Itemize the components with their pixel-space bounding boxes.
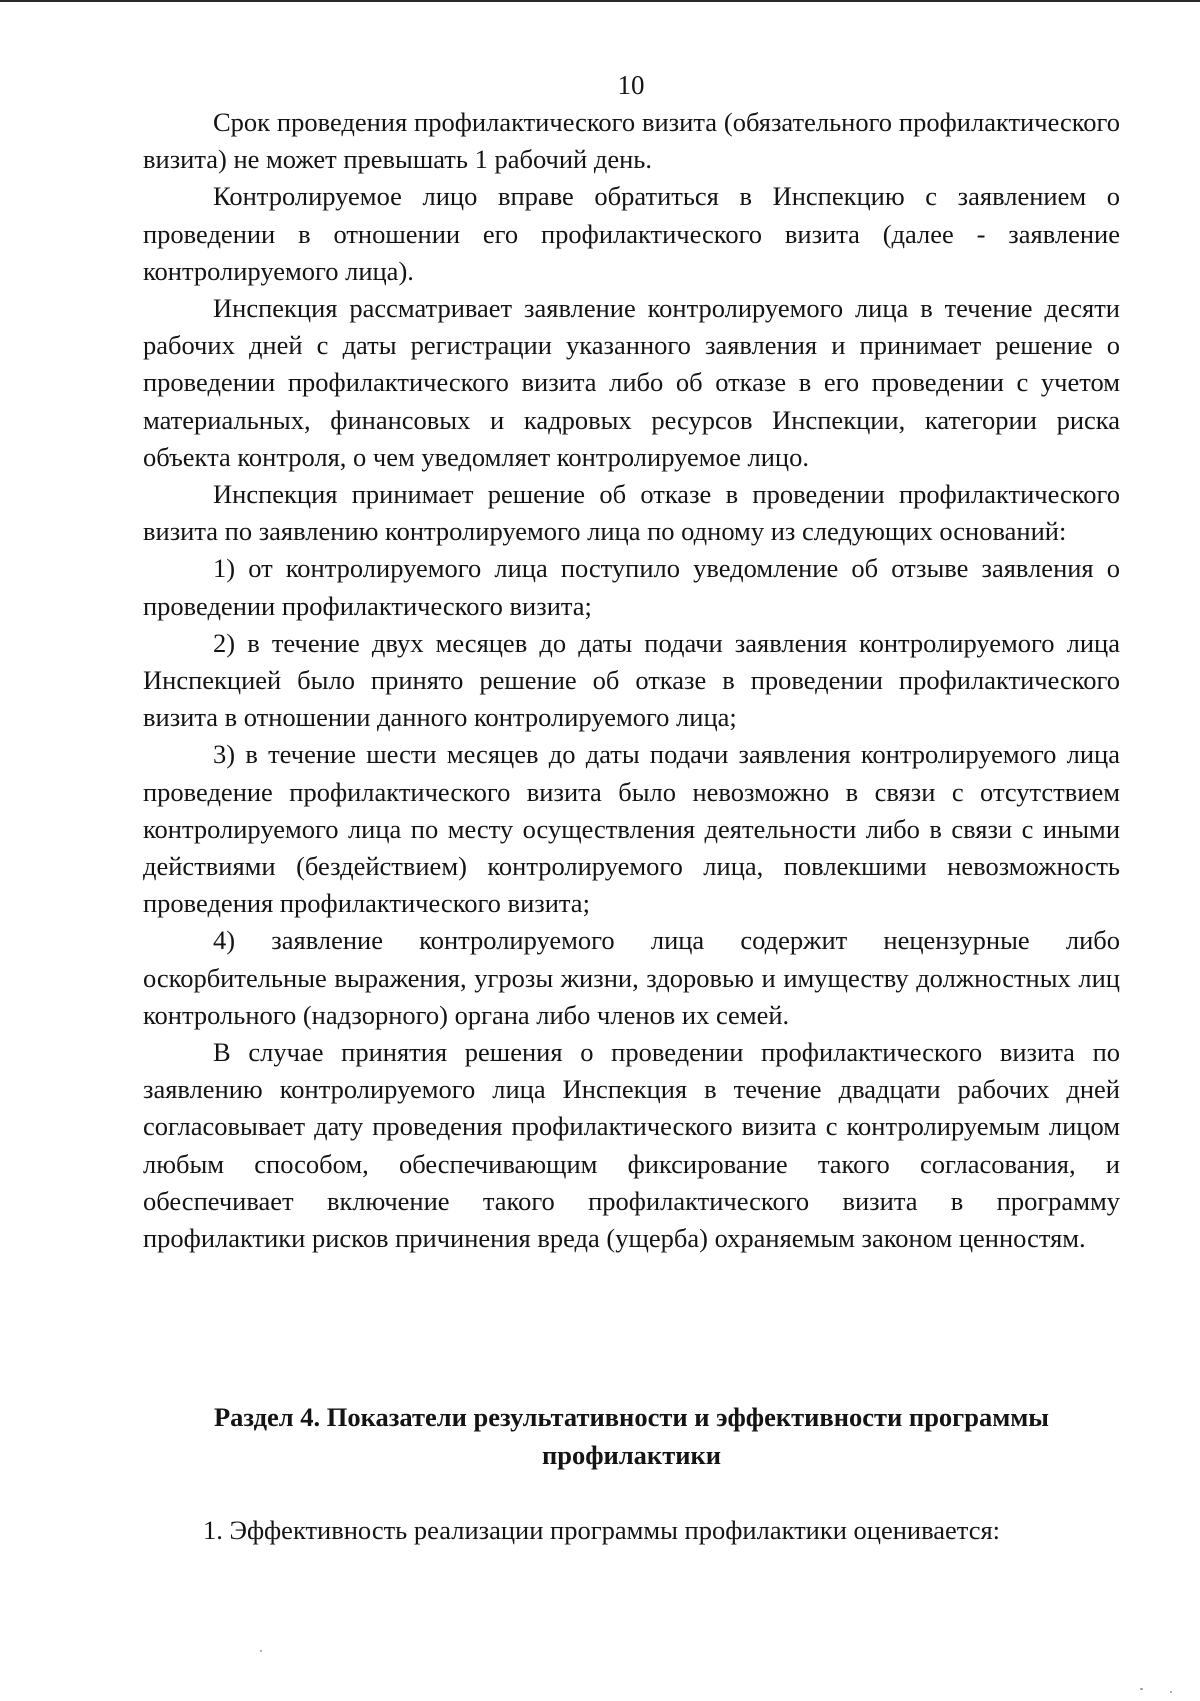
page-number: 10 [617,70,645,100]
paragraph-request-review: Инспекция рассматривает заявление контролируемого лица в течение десяти рабочих дней с даты регистрации указанного заявления и принимает решение о проведении профилактического визита либо об отказе в его проведении с учетом материальных, финансовых и кадровых ресурсов Инспекции, категории риска объекта контроля, о чем уведомляет контролируемое лицо. [143,293,1120,472]
list-item-effectiveness: 1. Эффективность реализации программы профилактики оценивается: [203,1515,1001,1545]
paragraph-visit-duration: Срок проведения профилактического визита (обязательного профилактического визита) не может превышать 1 рабочий день. [143,107,1120,175]
scan-top-edge [0,0,1200,2]
list-item-ground-2: 2) в течение двух месяцев до даты подачи заявления контролируемого лица Инспекцией было принято решение об отказе в проведении профилактического визита в отношении данного контролируемого лица; [143,627,1120,733]
section-heading-line-1: Раздел 4. Показатели результативности и эффективности программы [214,1402,1049,1432]
scan-speck [1170,1691,1172,1693]
section-heading [143,1398,1120,1474]
list-item-ground-4: 4) заявление контролируемого лица содержит нецензурные либо оскорбительные выражения, угрозы жизни, здоровью и имуществу должностных лиц контрольного (надзорного) органа либо членов их семей. [143,925,1120,1030]
paragraph-visit-scheduling: В случае принятия решения о проведении профилактического визита по заявлению контролируемого лица Инспекция в течение двадцати рабочих дней согласовывает дату проведения профилактического визита с контролируемым лицом любым способом, обеспечивающим фиксирование такого согласования, и обеспечивает включение такого профилактического визита в программу профилактики рисков причинения вреда (ущерба) охраняемым законом ценностям. [143,1037,1120,1254]
section-heading-line-2: профилактики [541,1440,722,1470]
paragraph-request-right: Контролируемое лицо вправе обратиться в Инспекцию с заявлением о проведении в отношении его профилактического визита (далее - заявление контролируемого лица). [143,181,1120,286]
list-item-ground-1: 1) от контролируемого лица поступило уведомление об отзыве заявления о проведении профилактического визита; [143,553,1120,621]
list-item-ground-3: 3) в течение шести месяцев до даты подачи заявления контролируемого лица проведение профилактического визита было невозможно в связи с отсутствием контролируемого лица по месту осуществления деятельности либо в связи с иными действиями (бездействием) контролируемого лица, повлекшими невозможность проведения профилактического визита; [143,739,1120,919]
scan-speck [260,1650,262,1652]
scan-speck [1140,1688,1143,1690]
document-body [143,104,1120,1257]
paragraph-refusal-grounds: Инспекция принимает решение об отказе в проведении профилактического визита по заявлению контролируемого лица по одному из следующих оснований: [143,479,1120,547]
